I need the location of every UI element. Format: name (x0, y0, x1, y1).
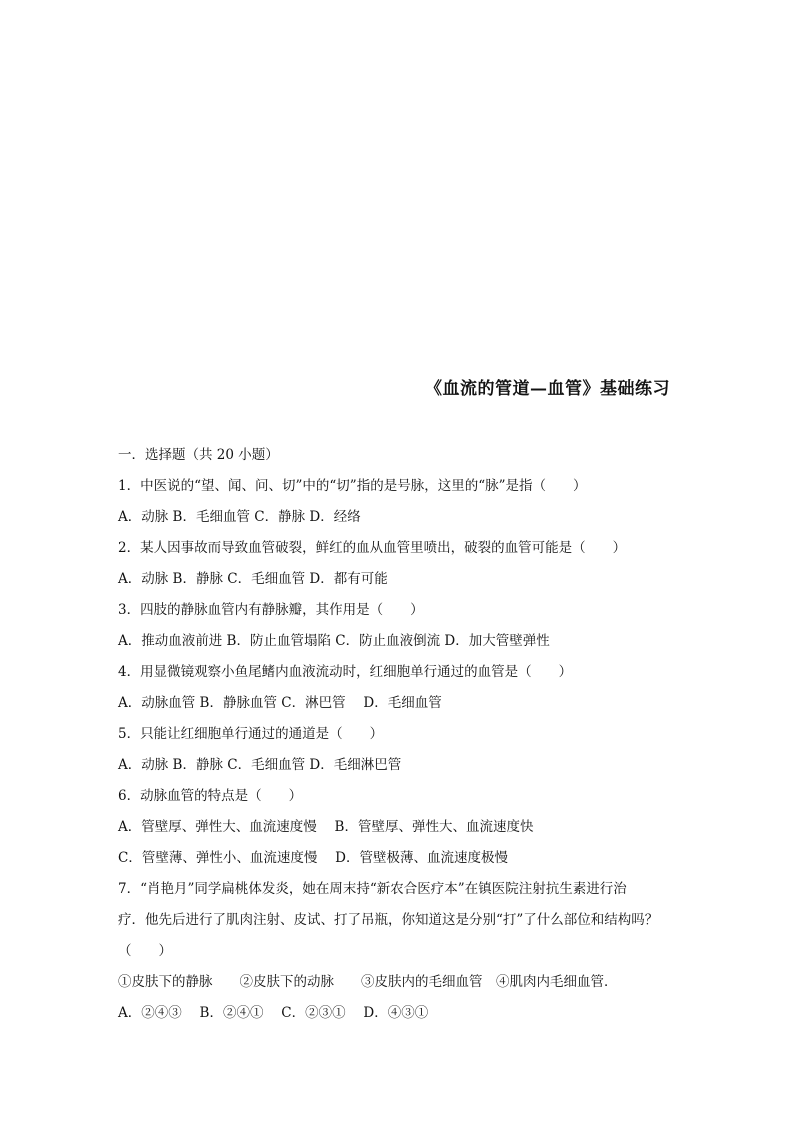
question-7-stem-line2: 疗．他先后进行了肌肉注射、皮试、打了吊瓶，你知道这是分别“打”了什么部位和结构吗？ (118, 912, 659, 928)
question-7-stem-line3: （ ） (118, 943, 172, 959)
question-3-stem: 3．四肢的静脉血管内有静脉瓣，其作用是（ ） (118, 602, 424, 618)
question-6-options-cd: C．管壁薄、弹性小、血流速度慢 D．管壁极薄、血流速度极慢 (118, 850, 508, 866)
question-3-options: A．推动血液前进 B．防止血管塌陷 C．防止血液倒流 D．加大管壁弹性 (118, 633, 550, 649)
question-4-options: A．动脉血管 B．静脉血管 C．淋巴管 D．毛细血管 (118, 695, 442, 711)
section-heading: 一．选择题（共 20 小题） (118, 447, 279, 463)
question-6-options-ab: A．管壁厚、弹性大、血流速度慢 B．管壁厚、弹性大、血流速度快 (118, 819, 534, 835)
question-2-options: A．动脉 B．静脉 C．毛细血管 D．都有可能 (118, 571, 388, 587)
question-list (118, 444, 678, 1033)
question-5-stem: 5．只能让红细胞单行通过的通道是（ ） (118, 726, 384, 742)
question-7-stem-line1: 7．“肖艳月”同学扁桃体发炎，她在周末持“新农合医疗本”在镇医院注射抗生素进行治 (118, 881, 627, 897)
question-1-options: A．动脉 B．毛细血管 C．静脉 D．经络 (118, 509, 361, 525)
question-7-options: A．②④③ B．②④① C．②③① D．④③① (118, 1005, 429, 1021)
document-title: 《血流的管道—血管》基础练习 (425, 379, 670, 399)
question-6-stem: 6．动脉血管的特点是（ ） (118, 788, 303, 804)
question-2-stem: 2．某人因事故而导致血管破裂，鲜红的血从血管里喷出，破裂的血管可能是（ ） (118, 540, 627, 556)
question-7-items: ①皮肤下的静脉 ②皮肤下的动脉 ③皮肤内的毛细血管 ④肌肉内毛细血管． (118, 974, 618, 990)
question-1-stem: 1．中医说的“望、闻、问、切”中的“切”指的是号脉，这里的“脉”是指（ ） (118, 478, 587, 494)
question-4-stem: 4．用显微镜观察小鱼尾鳍内血液流动时，红细胞单行通过的血管是（ ） (118, 664, 573, 680)
question-5-options: A．动脉 B．静脉 C．毛细血管 D．毛细淋巴管 (118, 757, 402, 773)
